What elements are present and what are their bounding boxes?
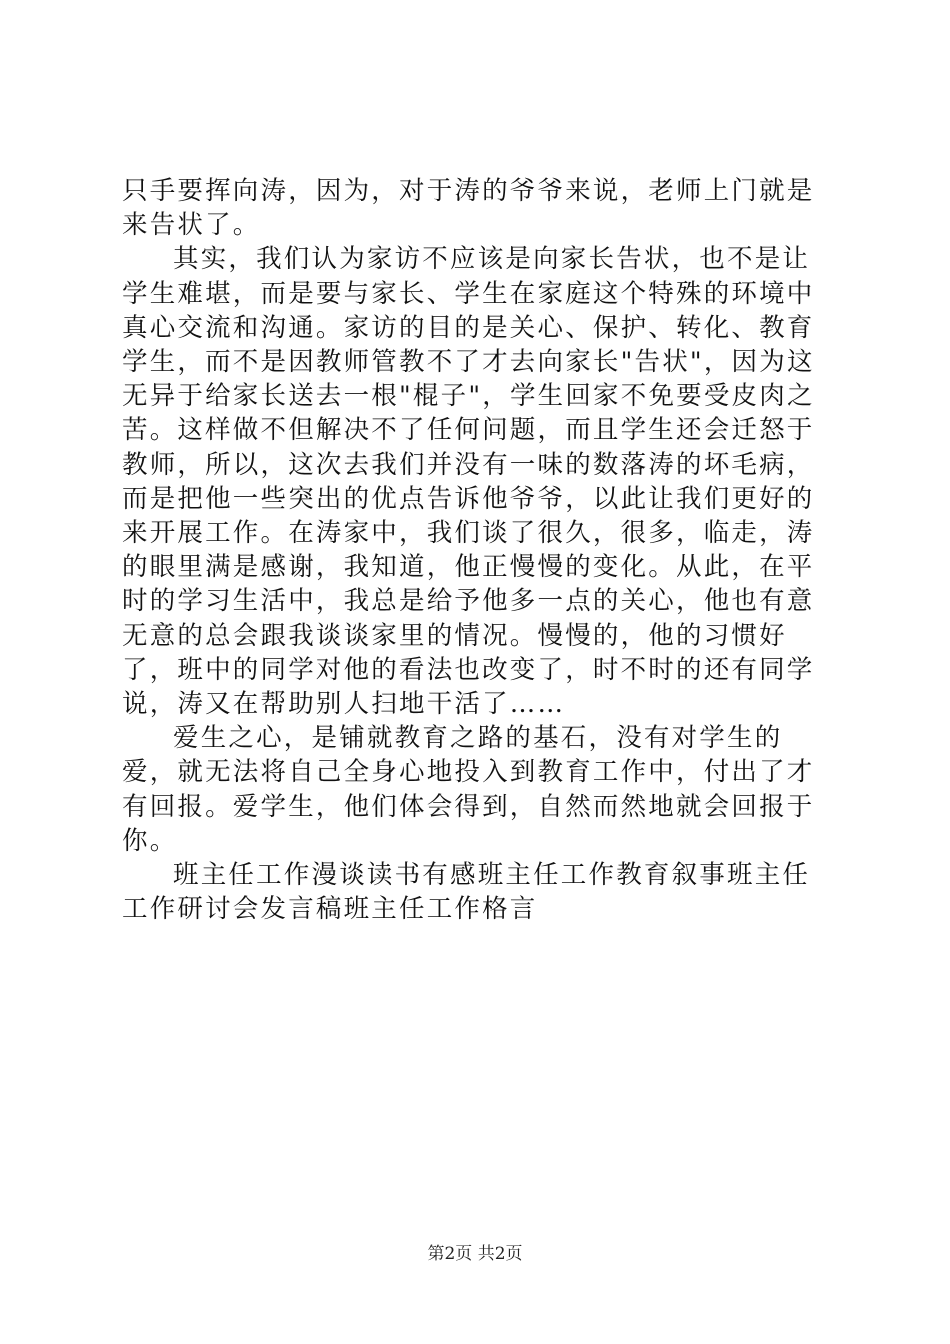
paragraph-home-visit: 其实，我们认为家访不应该是向家长告状，也不是让学生难堪，而是要与家长、学生在家庭这个特殊的环境中真心交流和沟通。家访的目的是关心、保护、转化、教育学生，而不是因教师管教不了才去向家长"告状"，因为这无异于给家长送去一根"棍子"，学生回家不免要受皮肉之苦。这样做不但解决不了任何问题，而且学生还会迁怒于教师，所以，这次去我们并没有一味的数落涛的坏毛病，而是把他一些突出的优点告诉他爷爷，以此让我们更好的来开展工作。在涛家中，我们谈了很久，很多，临走，涛的眼里满是感谢，我知道，他正慢慢的变化。从此，在平时的学习生活中，我总是给予他多一点的关心，他也有意无意的总会跟我谈谈家里的情况。慢慢的，他的习惯好了，班中的同学对他的看法也改变了，时不时的还有同学说，涛又在帮助别人扫地干活了…… (122, 244, 815, 720)
paragraph-love-students: 爱生之心，是铺就教育之路的基石，没有对学生的爱，就无法将自己全身心地投入到教育工作中，付出了才有回报。爱学生，他们体会得到，自然而然地就会回报于你。 (122, 723, 815, 856)
paragraph-related-titles: 班主任工作漫谈读书有感班主任工作教育叙事班主任工作研讨会发言稿班主任工作格言 (122, 860, 811, 925)
document-body (122, 174, 832, 926)
paragraph-continuation: 只手要挥向涛，因为，对于涛的爷爷来说，老师上门就是来告状了。 (122, 176, 815, 241)
page-number-footer: 第2页 共2页 (427, 1244, 523, 1264)
